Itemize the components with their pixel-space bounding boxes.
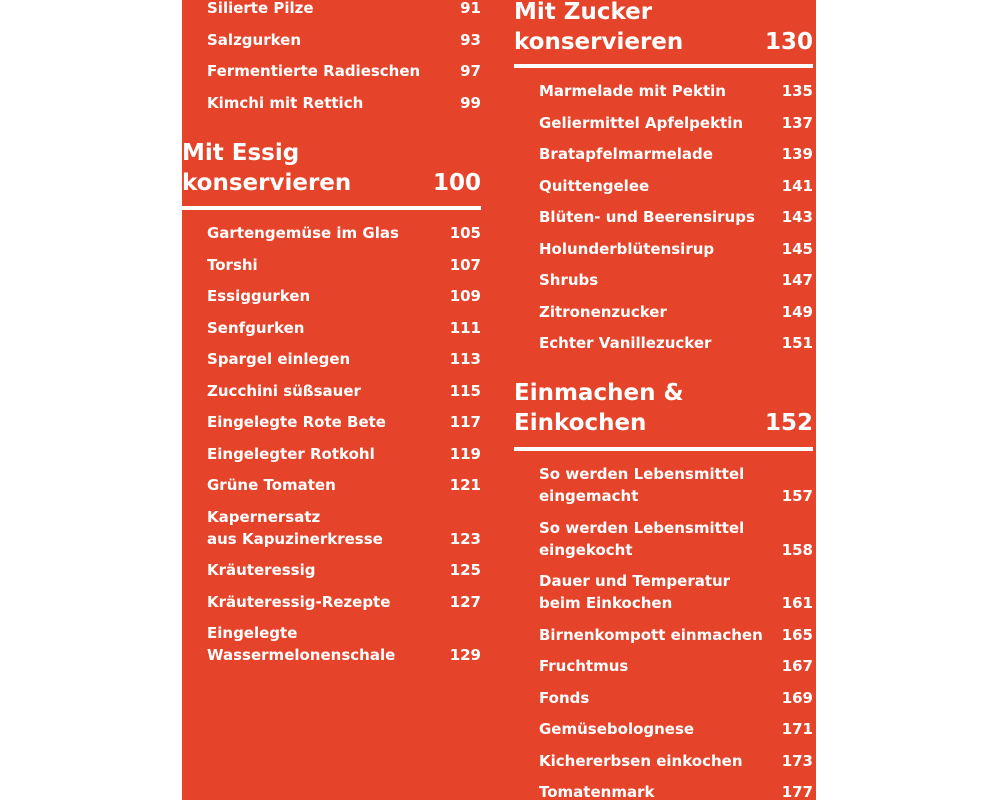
entry-title-line: So werden Lebensmittel — [539, 518, 745, 537]
entry-page-number: 141 — [781, 176, 813, 195]
entry-title: Essiggurken — [207, 287, 311, 305]
entry-page-number: 93 — [460, 30, 481, 49]
entry-title: Holunderblütensirup — [539, 239, 715, 258]
entry-title: Kräuteressig-Rezepte — [207, 592, 391, 611]
toc-entry[interactable] — [182, 591, 481, 613]
toc-entry[interactable] — [514, 175, 813, 197]
entry-title: Silierte Pilze — [207, 0, 314, 17]
section-heading-line: Mit Essig — [182, 140, 300, 166]
entry-title-line: Kapernersatz — [207, 507, 321, 526]
entry-title: Kimchi mit Rettich — [207, 93, 364, 112]
toc-entry[interactable] — [182, 254, 481, 276]
toc-entry[interactable] — [182, 380, 481, 402]
entry-page-number: 165 — [781, 625, 813, 644]
section-heading-line: Einmachen & — [514, 380, 684, 406]
section-heading[interactable] — [514, 0, 813, 57]
entry-page-number: 171 — [781, 720, 813, 738]
entry-title: Grüne Tomaten — [207, 476, 336, 494]
entry-title: Birnenkompott einmachen — [539, 625, 763, 644]
toc-entry[interactable] — [182, 0, 481, 19]
toc-entry[interactable] — [514, 781, 813, 800]
entry-title: Quittengelee — [539, 176, 650, 195]
section-page-number: 152 — [764, 410, 813, 436]
entry-page-number: 169 — [781, 688, 813, 707]
toc-entry[interactable] — [182, 443, 481, 465]
toc-entry[interactable] — [182, 622, 481, 666]
entry-title-line: Wassermelonenschale — [207, 646, 396, 664]
entry-page-number: 147 — [781, 271, 813, 289]
entry-page-number: 173 — [781, 751, 813, 770]
entry-title-line: So werden Lebensmittel — [539, 465, 745, 483]
section-heading[interactable] — [514, 378, 813, 438]
entry-title-line: beim Einkochen — [539, 594, 673, 612]
toc-entry[interactable] — [514, 80, 813, 102]
entry-title: Fruchtmus — [539, 657, 629, 675]
entry-title: Kichererbsen einkochen — [539, 751, 743, 770]
entry-title-line: eingemacht — [539, 487, 639, 505]
entry-page-number: 145 — [781, 239, 813, 258]
section-divider — [514, 64, 813, 68]
entry-page-number: 121 — [449, 476, 481, 494]
toc-entry[interactable] — [182, 285, 481, 307]
entry-page-number: 158 — [781, 540, 813, 559]
section-entry-list — [514, 463, 813, 800]
section-entry-list — [182, 222, 481, 666]
entry-title: Bratapfelmarmelade — [539, 145, 713, 163]
entry-page-number: 105 — [449, 224, 481, 242]
entry-title: Shrubs — [539, 271, 599, 289]
section-page-number: 100 — [432, 170, 481, 196]
toc-entry[interactable] — [182, 348, 481, 370]
entry-title: Blüten- und Beerensirups — [539, 208, 755, 226]
toc-entry[interactable] — [514, 624, 813, 646]
entry-title: Spargel einlegen — [207, 350, 351, 368]
entry-title: Fermentierte Radieschen — [207, 62, 421, 80]
toc-entry[interactable] — [514, 332, 813, 354]
toc-entry[interactable] — [514, 655, 813, 677]
entry-title-line: eingekocht — [539, 540, 633, 559]
toc-entry[interactable] — [514, 718, 813, 740]
entry-page-number: 123 — [449, 529, 481, 548]
entry-title: Salzgurken — [207, 30, 302, 49]
entry-page-number: 149 — [781, 302, 813, 321]
entry-title: Kräuteressig — [207, 561, 316, 579]
entry-page-number: 109 — [449, 287, 481, 305]
toc-entry[interactable] — [182, 474, 481, 496]
entry-page-number: 97 — [460, 62, 481, 80]
toc-entry[interactable] — [514, 750, 813, 772]
entry-page-number: 127 — [449, 592, 481, 611]
section-page-number: 130 — [764, 29, 813, 55]
toc-entry[interactable] — [182, 60, 481, 82]
toc-entry[interactable] — [514, 301, 813, 323]
toc-entry[interactable] — [182, 222, 481, 244]
entry-title: Gartengemüse im Glas — [207, 224, 399, 242]
entry-page-number: 113 — [449, 350, 481, 368]
toc-entry[interactable] — [514, 238, 813, 260]
entry-title: Echter Vanillezucker — [539, 334, 712, 352]
section-entry-list — [514, 80, 813, 354]
entry-page-number: 99 — [460, 93, 481, 112]
entry-page-number: 129 — [449, 646, 481, 664]
entry-title-line: Eingelegte — [207, 624, 298, 642]
entry-title-line: Dauer und Temperatur — [539, 572, 731, 590]
toc-entry[interactable] — [514, 570, 813, 614]
entry-title: Eingelegter Rotkohl — [207, 444, 375, 463]
toc-entry[interactable] — [514, 269, 813, 291]
entry-title: Torshi — [207, 255, 258, 274]
entry-page-number: 177 — [781, 783, 813, 800]
entry-page-number: 91 — [460, 0, 481, 17]
entry-page-number: 157 — [781, 487, 813, 505]
entry-page-number: 119 — [449, 444, 481, 463]
toc-entry[interactable] — [182, 92, 481, 114]
toc-entry[interactable] — [182, 317, 481, 339]
top-entry-list — [182, 0, 481, 114]
entry-title: Senfgurken — [207, 318, 305, 337]
entry-title: Geliermittel Apfelpektin — [539, 113, 744, 132]
section-heading-line: konservieren — [182, 170, 352, 196]
entry-page-number: 143 — [781, 208, 813, 226]
toc-entry[interactable] — [182, 29, 481, 51]
entry-title: Zitronenzucker — [539, 302, 667, 321]
toc-entry[interactable] — [514, 517, 813, 561]
entry-page-number: 167 — [781, 657, 813, 675]
entry-title-line: aus Kapuzinerkresse — [207, 529, 383, 548]
toc-entry[interactable] — [514, 143, 813, 165]
entry-page-number: 151 — [781, 334, 813, 352]
entry-page-number: 137 — [781, 113, 813, 132]
toc-entry[interactable] — [514, 206, 813, 228]
entry-page-number: 135 — [781, 82, 813, 100]
toc-entry[interactable] — [514, 687, 813, 709]
entry-page-number: 125 — [449, 561, 481, 579]
entry-title: Tomatenmark — [539, 783, 655, 800]
toc-entry[interactable] — [514, 112, 813, 134]
toc-entry[interactable] — [182, 411, 481, 433]
entry-page-number: 117 — [449, 413, 481, 431]
entry-title: Zucchini süßsauer — [207, 381, 361, 400]
toc-entry[interactable] — [514, 463, 813, 507]
entry-title: Gemüsebolognese — [539, 720, 695, 738]
section-heading-line: konservieren — [514, 29, 684, 55]
entry-page-number: 115 — [449, 381, 481, 400]
toc-entry[interactable] — [182, 559, 481, 581]
entry-page-number: 161 — [781, 594, 813, 612]
section-divider — [514, 447, 813, 451]
section-heading[interactable] — [182, 138, 481, 198]
entry-page-number: 107 — [449, 255, 481, 274]
entry-page-number: 111 — [449, 318, 481, 337]
section-heading-line: Mit Zucker — [514, 0, 653, 25]
section-divider — [182, 206, 481, 210]
section-heading-line: Einkochen — [514, 410, 647, 436]
entry-title: Fonds — [539, 688, 590, 707]
entry-title: Marmelade mit Pektin — [539, 82, 726, 100]
entry-title: Eingelegte Rote Bete — [207, 413, 386, 431]
table-of-contents-page — [182, 0, 816, 800]
entry-page-number: 139 — [781, 145, 813, 163]
toc-entry[interactable] — [182, 506, 481, 550]
